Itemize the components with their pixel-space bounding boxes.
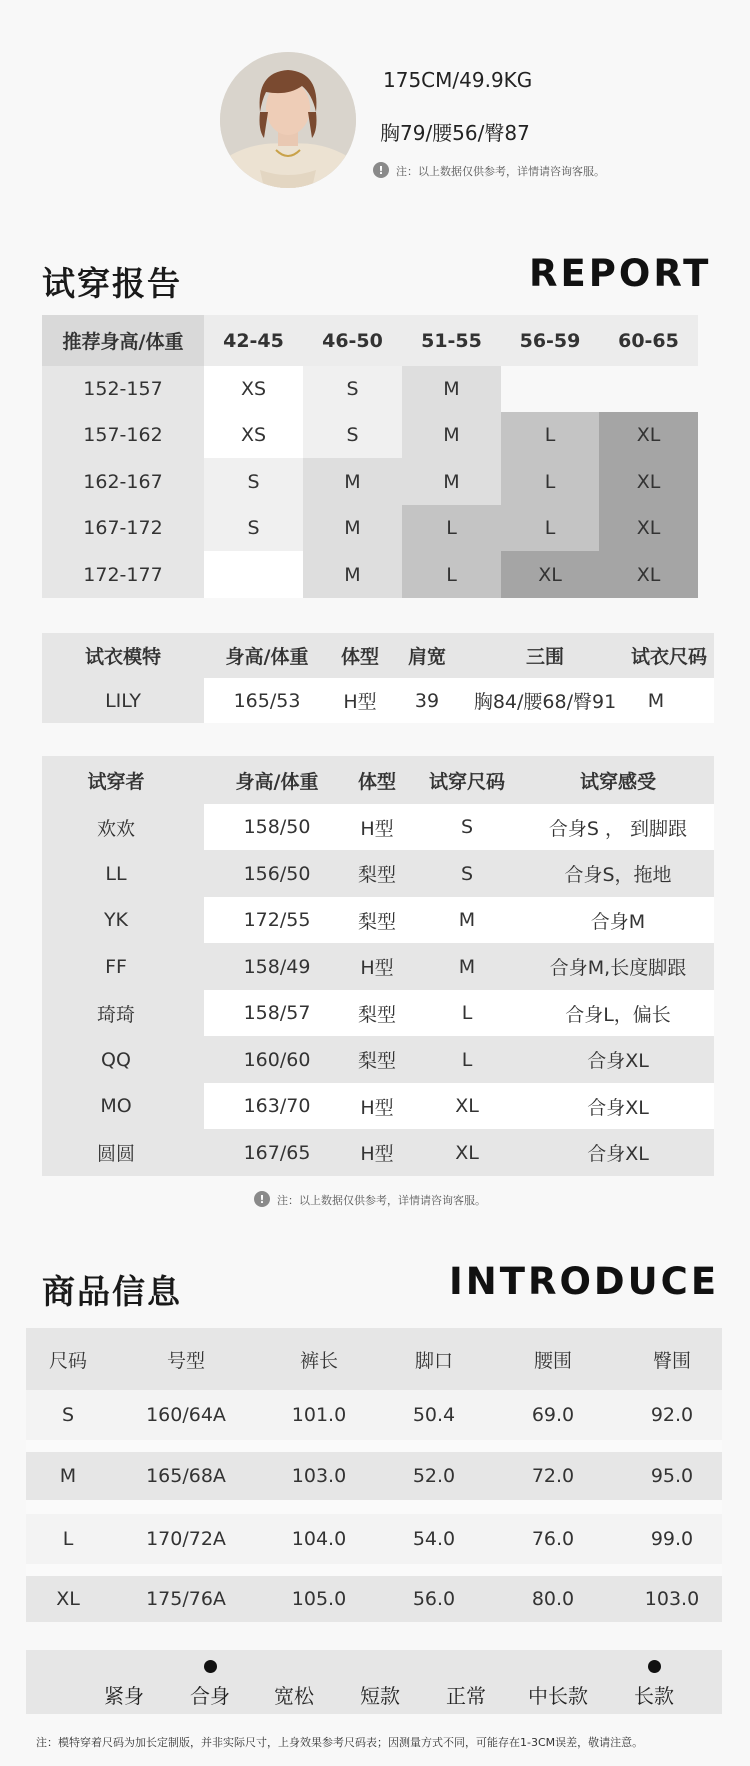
product-cell: 170/72A [146, 1528, 226, 1550]
product-cell: 72.0 [531, 1465, 575, 1487]
length-label-normal: 正常 [446, 1684, 486, 1708]
report-header-cell: 56-59 [519, 329, 581, 352]
tester-cell: 合身M,长度脚跟 [549, 957, 687, 979]
info-icon: ! [254, 1191, 270, 1207]
product-size-table [26, 1328, 722, 1622]
report-cell: L [402, 551, 501, 598]
report-cell: M [402, 458, 501, 505]
testers-header-cell: 试穿者 [87, 770, 145, 793]
report-cell: XL [599, 551, 698, 598]
report-cell [204, 551, 303, 598]
fit-label-loose: 宽松 [274, 1684, 314, 1708]
product-row-gap [26, 1500, 722, 1514]
testers-header-cell: 试穿感受 [579, 770, 656, 793]
tester-name: 圆圆 [96, 1143, 135, 1165]
tester-cell: XL [455, 1095, 479, 1117]
model-height-weight: 175CM/49.9KG [383, 68, 533, 92]
report-cell: XL [599, 458, 698, 505]
tester-cell: 158/57 [243, 1002, 311, 1024]
fit-model-name: LILY [105, 689, 141, 712]
tester-cell: 158/50 [243, 816, 311, 838]
report-header-cell: 60-65 [618, 329, 679, 352]
tester-cell: 160/60 [243, 1048, 311, 1071]
model-portrait-image [220, 52, 356, 188]
fit-model-cell: H型 [343, 691, 377, 713]
tester-cell: XL [455, 1141, 479, 1164]
testers-header-cell: 身高/体重 [235, 770, 319, 793]
tester-cell: 172/55 [243, 909, 311, 931]
model-measurements: 胸79/腰56/臀87 [380, 121, 530, 145]
product-cell: 95.0 [650, 1465, 694, 1487]
fit-model-cell: 39 [414, 689, 440, 712]
product-cell: 76.0 [531, 1528, 575, 1550]
testers-note: 注：以上数据仅供参考，详情请咨询客服。 [277, 1194, 486, 1207]
product-header-cell: 裤长 [299, 1349, 338, 1372]
tester-cell: 梨型 [357, 1050, 396, 1072]
report-cell: M [303, 551, 402, 598]
tester-cell: 合身XL [587, 1143, 649, 1165]
tester-cell: 156/50 [243, 862, 311, 885]
report-cell: S [204, 505, 303, 551]
product-cell: 50.4 [412, 1404, 456, 1426]
tester-cell: S [460, 862, 474, 885]
product-header-cell: 尺码 [48, 1349, 87, 1372]
product-cell: 101.0 [291, 1404, 347, 1426]
report-row-label: 157-162 [83, 424, 163, 446]
report-cell: XL [599, 505, 698, 551]
report-cell: XS [204, 366, 303, 412]
product-cell: 80.0 [531, 1588, 575, 1610]
report-title-en: REPORT [529, 252, 712, 295]
tester-name: 琦琦 [96, 1003, 135, 1026]
report-title-cn: 试穿报告 [42, 264, 182, 303]
tester-cell: 167/65 [243, 1141, 311, 1164]
tester-cell: 合身S，拖地 [564, 864, 672, 886]
report-header-cell: 51-55 [421, 329, 482, 352]
product-cell: 103.0 [291, 1465, 347, 1487]
report-cell: XL [501, 551, 599, 598]
tester-cell: 合身XL [587, 1096, 649, 1119]
model-avatar [220, 52, 356, 188]
tester-cell: M [458, 955, 476, 978]
report-header-cell: 46-50 [322, 329, 383, 352]
length-selected-dot [648, 1660, 661, 1673]
fit-model-header-cell: 身高/体重 [225, 646, 309, 668]
model-note: 注：以上数据仅供参考，详情请咨询客服。 [396, 165, 605, 178]
product-title-cn: 商品信息 [42, 1272, 182, 1311]
testers-header-cell: 体型 [357, 770, 396, 793]
tester-name: MO [100, 1095, 132, 1117]
report-row-label: 162-167 [83, 470, 163, 493]
product-cell: 92.0 [650, 1404, 694, 1426]
product-cell: 104.0 [291, 1528, 347, 1550]
tester-cell: M [458, 909, 476, 931]
fit-model-header-cell: 试衣模特 [84, 646, 161, 668]
product-cell: XL [56, 1588, 80, 1610]
tester-cell: 合身L，偏长 [565, 1003, 671, 1026]
report-cell: L [501, 458, 599, 505]
tester-cell: S [460, 816, 474, 838]
tester-cell: 合身M [590, 910, 646, 933]
fit-model-cell: 胸84/腰68/臀91 [473, 691, 617, 713]
info-icon: ! [373, 162, 389, 178]
tester-name: 欢欢 [96, 817, 135, 840]
report-cell: XL [599, 412, 698, 458]
fit-scale-bar [26, 1650, 722, 1714]
fit-model-header-cell: 试衣尺码 [630, 646, 707, 668]
product-cell: S [61, 1404, 75, 1426]
report-row-label: 172-177 [83, 563, 163, 586]
product-cell: 56.0 [412, 1588, 456, 1610]
report-row-label: 167-172 [83, 517, 163, 539]
length-label-long: 长款 [634, 1684, 674, 1708]
footer-note: 注：模特穿着尺码为加长定制版，并非实际尺寸，上身效果参考尺码表；因测量方式不同，可能存在1-3CM误差，敬请注意。 [36, 1736, 644, 1749]
tester-name: YK [103, 909, 129, 931]
report-cell: L [501, 505, 599, 551]
fit-model-cell: M [647, 689, 665, 712]
testers-table [42, 756, 714, 1176]
report-cell: S [204, 458, 303, 505]
product-cell: 103.0 [644, 1588, 700, 1610]
report-row-label: 152-157 [83, 378, 163, 400]
product-cell: 52.0 [412, 1465, 456, 1487]
product-row-gap [26, 1440, 722, 1452]
tester-cell: 梨型 [357, 864, 396, 886]
fit-label-fit: 合身 [190, 1684, 230, 1708]
product-header-cell: 号型 [166, 1349, 205, 1372]
fit-selected-dot [204, 1660, 217, 1673]
product-cell: 54.0 [412, 1528, 456, 1550]
fit-model-header-cell: 三围 [525, 646, 564, 668]
report-header-cell: 推荐身高/体重 [42, 315, 204, 366]
tester-name: LL [105, 862, 127, 885]
report-cell: M [402, 412, 501, 458]
product-cell: 165/68A [146, 1465, 226, 1487]
tester-cell: H型 [360, 1096, 394, 1119]
tester-cell: 合身XL [587, 1050, 649, 1072]
tester-cell: 梨型 [357, 1003, 396, 1026]
product-cell: 99.0 [650, 1528, 694, 1550]
tester-cell: H型 [360, 1143, 394, 1165]
product-cell: 160/64A [146, 1404, 226, 1426]
tester-cell: 梨型 [357, 910, 396, 933]
tester-cell: 合身S ， 到脚跟 [548, 817, 688, 840]
report-cell: L [501, 412, 599, 458]
testers-header-cell: 试穿尺码 [428, 770, 505, 793]
tester-cell: H型 [360, 957, 394, 979]
product-cell: M [59, 1465, 77, 1487]
product-cell: 175/76A [146, 1588, 226, 1610]
fit-model-cell: 165/53 [233, 689, 301, 712]
report-cell: S [303, 412, 402, 458]
product-cell: L [62, 1528, 74, 1550]
tester-cell: 163/70 [243, 1095, 311, 1117]
report-table [42, 315, 698, 598]
fit-model-table [42, 633, 714, 723]
tester-cell: L [461, 1048, 473, 1071]
tester-cell: L [461, 1002, 473, 1024]
report-cell: M [303, 458, 402, 505]
report-cell: M [303, 505, 402, 551]
report-header-cell: 42-45 [223, 329, 284, 352]
fit-model-header-cell: 肩宽 [407, 646, 446, 668]
tester-cell: 158/49 [243, 955, 311, 978]
product-cell: 105.0 [291, 1588, 347, 1610]
report-cell: M [402, 366, 501, 412]
product-row-gap [26, 1564, 722, 1576]
product-cell: 69.0 [531, 1404, 575, 1426]
length-label-short: 短款 [360, 1684, 400, 1708]
length-label-midlong: 中长款 [528, 1684, 588, 1708]
product-header-cell: 腰围 [533, 1349, 572, 1372]
fit-label-tight: 紧身 [104, 1684, 144, 1708]
tester-cell: H型 [360, 817, 394, 840]
report-cell: XS [204, 412, 303, 458]
report-cell: S [303, 366, 402, 412]
report-cell: L [402, 505, 501, 551]
product-title-en: INTRODUCE [449, 1260, 720, 1303]
product-header-cell: 臀围 [652, 1349, 691, 1372]
product-header-cell: 脚口 [414, 1349, 453, 1372]
tester-name: FF [105, 955, 127, 978]
tester-name: QQ [101, 1048, 131, 1071]
fit-model-header-cell: 体型 [340, 646, 379, 668]
